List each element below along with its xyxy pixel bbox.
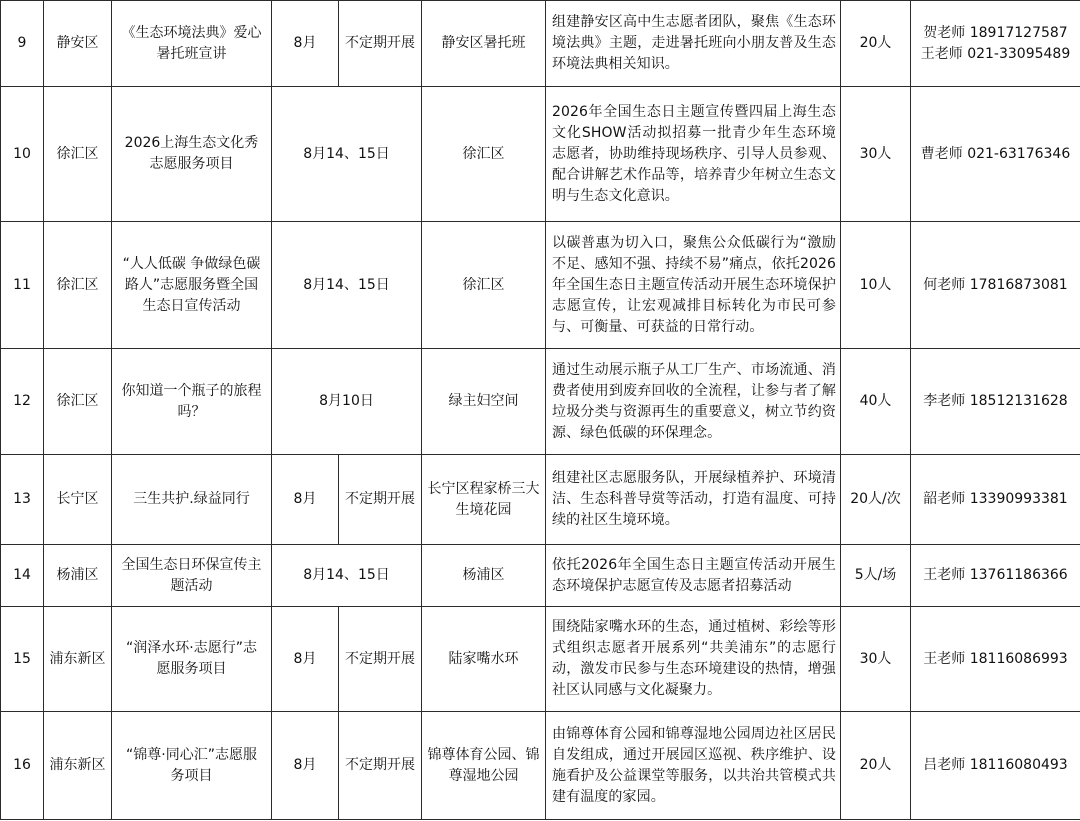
row-number: 10 bbox=[1, 87, 44, 222]
contact-line: 李老师 18512131628 bbox=[923, 393, 1068, 409]
location-cell: 徐汇区 bbox=[422, 222, 546, 349]
table-row bbox=[1, 455, 1080, 545]
frequency-cell: 不定期开展 bbox=[339, 455, 422, 545]
description-cell: 2026年全国生态日主题宣传暨四届上海生态文化SHOW活动拟招募一批青少年生态环境志愿者，协助维持现场秩序、引导人员参观、配合讲解艺术作品等，培养青少年树立生态文明与生态文化意识。 bbox=[546, 87, 841, 222]
description-cell: 组建社区志愿服务队，开展绿植养护、环境清洁、生态科普导赏等活动，打造有温度、可持续的社区生境环境。 bbox=[546, 455, 841, 545]
month-cell: 8月 bbox=[272, 712, 339, 820]
district-cell: 静安区 bbox=[44, 1, 112, 87]
contact-cell bbox=[911, 545, 1080, 607]
table-row bbox=[1, 222, 1080, 349]
volunteer-count-cell: 20人 bbox=[841, 712, 911, 820]
project-name-cell: “润泽水环·志愿行”志愿服务项目 bbox=[112, 607, 272, 712]
contact-line: 王老师 021-33095489 bbox=[920, 45, 1071, 62]
location-cell: 锦尊体育公园、锦尊湿地公园 bbox=[422, 712, 546, 820]
date-cell: 8月14、15日 bbox=[272, 545, 422, 607]
location-cell: 陆家嘴水环 bbox=[422, 607, 546, 712]
volunteer-count-cell: 40人 bbox=[841, 349, 911, 455]
contact-cell bbox=[911, 222, 1080, 349]
location-cell: 绿主妇空间 bbox=[422, 349, 546, 455]
contact-cell bbox=[911, 349, 1080, 455]
district-cell: 徐汇区 bbox=[44, 87, 112, 222]
description-cell: 以碳普惠为切入口，聚焦公众低碳行为“激励不足、感知不强、持续不易”痛点，依托2026年全国生态日主题宣传活动开展生态环境保护志愿宣传，让宏观减排目标转化为市民可参与、可衡量、可获益的日常行动。 bbox=[546, 222, 841, 349]
description-cell: 围绕陆家嘴水环的生态，通过植树、彩绘等形式组织志愿者开展系列“共美浦东”的志愿行动，激发市民参与生态环境建设的热情，增强社区认同感与文化凝聚力。 bbox=[546, 607, 841, 712]
district-cell: 浦东新区 bbox=[44, 712, 112, 820]
contact-line: 王老师 13761186366 bbox=[923, 567, 1068, 583]
volunteer-count-cell: 10人 bbox=[841, 222, 911, 349]
row-number: 15 bbox=[1, 607, 44, 712]
contact-cell bbox=[911, 607, 1080, 712]
volunteer-count-cell: 5人/场 bbox=[841, 545, 911, 607]
row-number: 13 bbox=[1, 455, 44, 545]
project-name-cell: “人人低碳 争做绿色碳路人”志愿服务暨全国生态日宣传活动 bbox=[112, 222, 272, 349]
contact-line: 贺老师 18917127587 bbox=[923, 24, 1068, 41]
table-row bbox=[1, 607, 1080, 712]
volunteer-count-cell: 20人 bbox=[841, 1, 911, 87]
table-row bbox=[1, 349, 1080, 455]
location-cell: 长宁区程家桥三大生境花园 bbox=[422, 455, 546, 545]
project-name-cell: “锦尊·同心汇”志愿服务项目 bbox=[112, 712, 272, 820]
contact-cell bbox=[911, 87, 1080, 222]
volunteer-count-cell: 30人 bbox=[841, 607, 911, 712]
project-name-cell: 三生共护.绿益同行 bbox=[112, 455, 272, 545]
project-name-cell: 2026上海生态文化秀志愿服务项目 bbox=[112, 87, 272, 222]
description-cell: 通过生动展示瓶子从工厂生产、市场流通、消费者使用到废弃回收的全流程，让参与者了解垃圾分类与资源再生的重要意义，树立节约资源、绿色低碳的环保理念。 bbox=[546, 349, 841, 455]
location-cell: 静安区暑托班 bbox=[422, 1, 546, 87]
frequency-cell: 不定期开展 bbox=[339, 607, 422, 712]
district-cell: 徐汇区 bbox=[44, 349, 112, 455]
table-row bbox=[1, 87, 1080, 222]
district-cell: 徐汇区 bbox=[44, 222, 112, 349]
date-cell: 8月10日 bbox=[272, 349, 422, 455]
contact-cell bbox=[911, 712, 1080, 820]
project-name-cell: 《生态环境法典》爱心暑托班宣讲 bbox=[112, 1, 272, 87]
contact-line: 王老师 18116086993 bbox=[923, 650, 1068, 667]
description-cell: 组建静安区高中生志愿者团队，聚焦《生态环境法典》主题，走进暑托班向小朋友普及生态环境法典相关知识。 bbox=[546, 1, 841, 87]
district-cell: 浦东新区 bbox=[44, 607, 112, 712]
location-cell: 徐汇区 bbox=[422, 87, 546, 222]
row-number: 9 bbox=[1, 1, 44, 87]
row-number: 16 bbox=[1, 712, 44, 820]
table-row bbox=[1, 712, 1080, 820]
month-cell: 8月 bbox=[272, 455, 339, 545]
month-cell: 8月 bbox=[272, 1, 339, 87]
description-cell: 由锦尊体育公园和锦尊湿地公园周边社区居民自发组成，通过开展园区巡视、秩序维护、设施看护及公益课堂等服务，以共治共管模式共建有温度的家园。 bbox=[546, 712, 841, 820]
date-cell: 8月14、15日 bbox=[272, 222, 422, 349]
contact-cell bbox=[911, 455, 1080, 545]
project-name-cell: 你知道一个瓶子的旅程吗？ bbox=[112, 349, 272, 455]
volunteer-count-cell: 30人 bbox=[841, 87, 911, 222]
table-row bbox=[1, 1, 1080, 87]
district-cell: 长宁区 bbox=[44, 455, 112, 545]
volunteer-count-cell: 20人/次 bbox=[841, 455, 911, 545]
row-number: 14 bbox=[1, 545, 44, 607]
contact-line: 何老师 17816873081 bbox=[923, 276, 1068, 293]
row-number: 11 bbox=[1, 222, 44, 349]
frequency-cell: 不定期开展 bbox=[339, 1, 422, 87]
frequency-cell: 不定期开展 bbox=[339, 712, 422, 820]
description-cell: 依托2026年全国生态日主题宣传活动开展生态环境保护志愿宣传及志愿者招募活动 bbox=[546, 545, 841, 607]
contact-line: 曹老师 021-63176346 bbox=[920, 145, 1071, 162]
table-row bbox=[1, 545, 1080, 607]
project-name-cell: 全国生态日环保宣传主题活动 bbox=[112, 545, 272, 607]
contact-line: 吕老师 18116080493 bbox=[923, 757, 1068, 773]
month-cell: 8月 bbox=[272, 607, 339, 712]
contact-cell bbox=[911, 1, 1080, 87]
row-number: 12 bbox=[1, 349, 44, 455]
district-cell: 杨浦区 bbox=[44, 545, 112, 607]
location-cell: 杨浦区 bbox=[422, 545, 546, 607]
date-cell: 8月14、15日 bbox=[272, 87, 422, 222]
contact-line: 韶老师 13390993381 bbox=[923, 491, 1068, 507]
